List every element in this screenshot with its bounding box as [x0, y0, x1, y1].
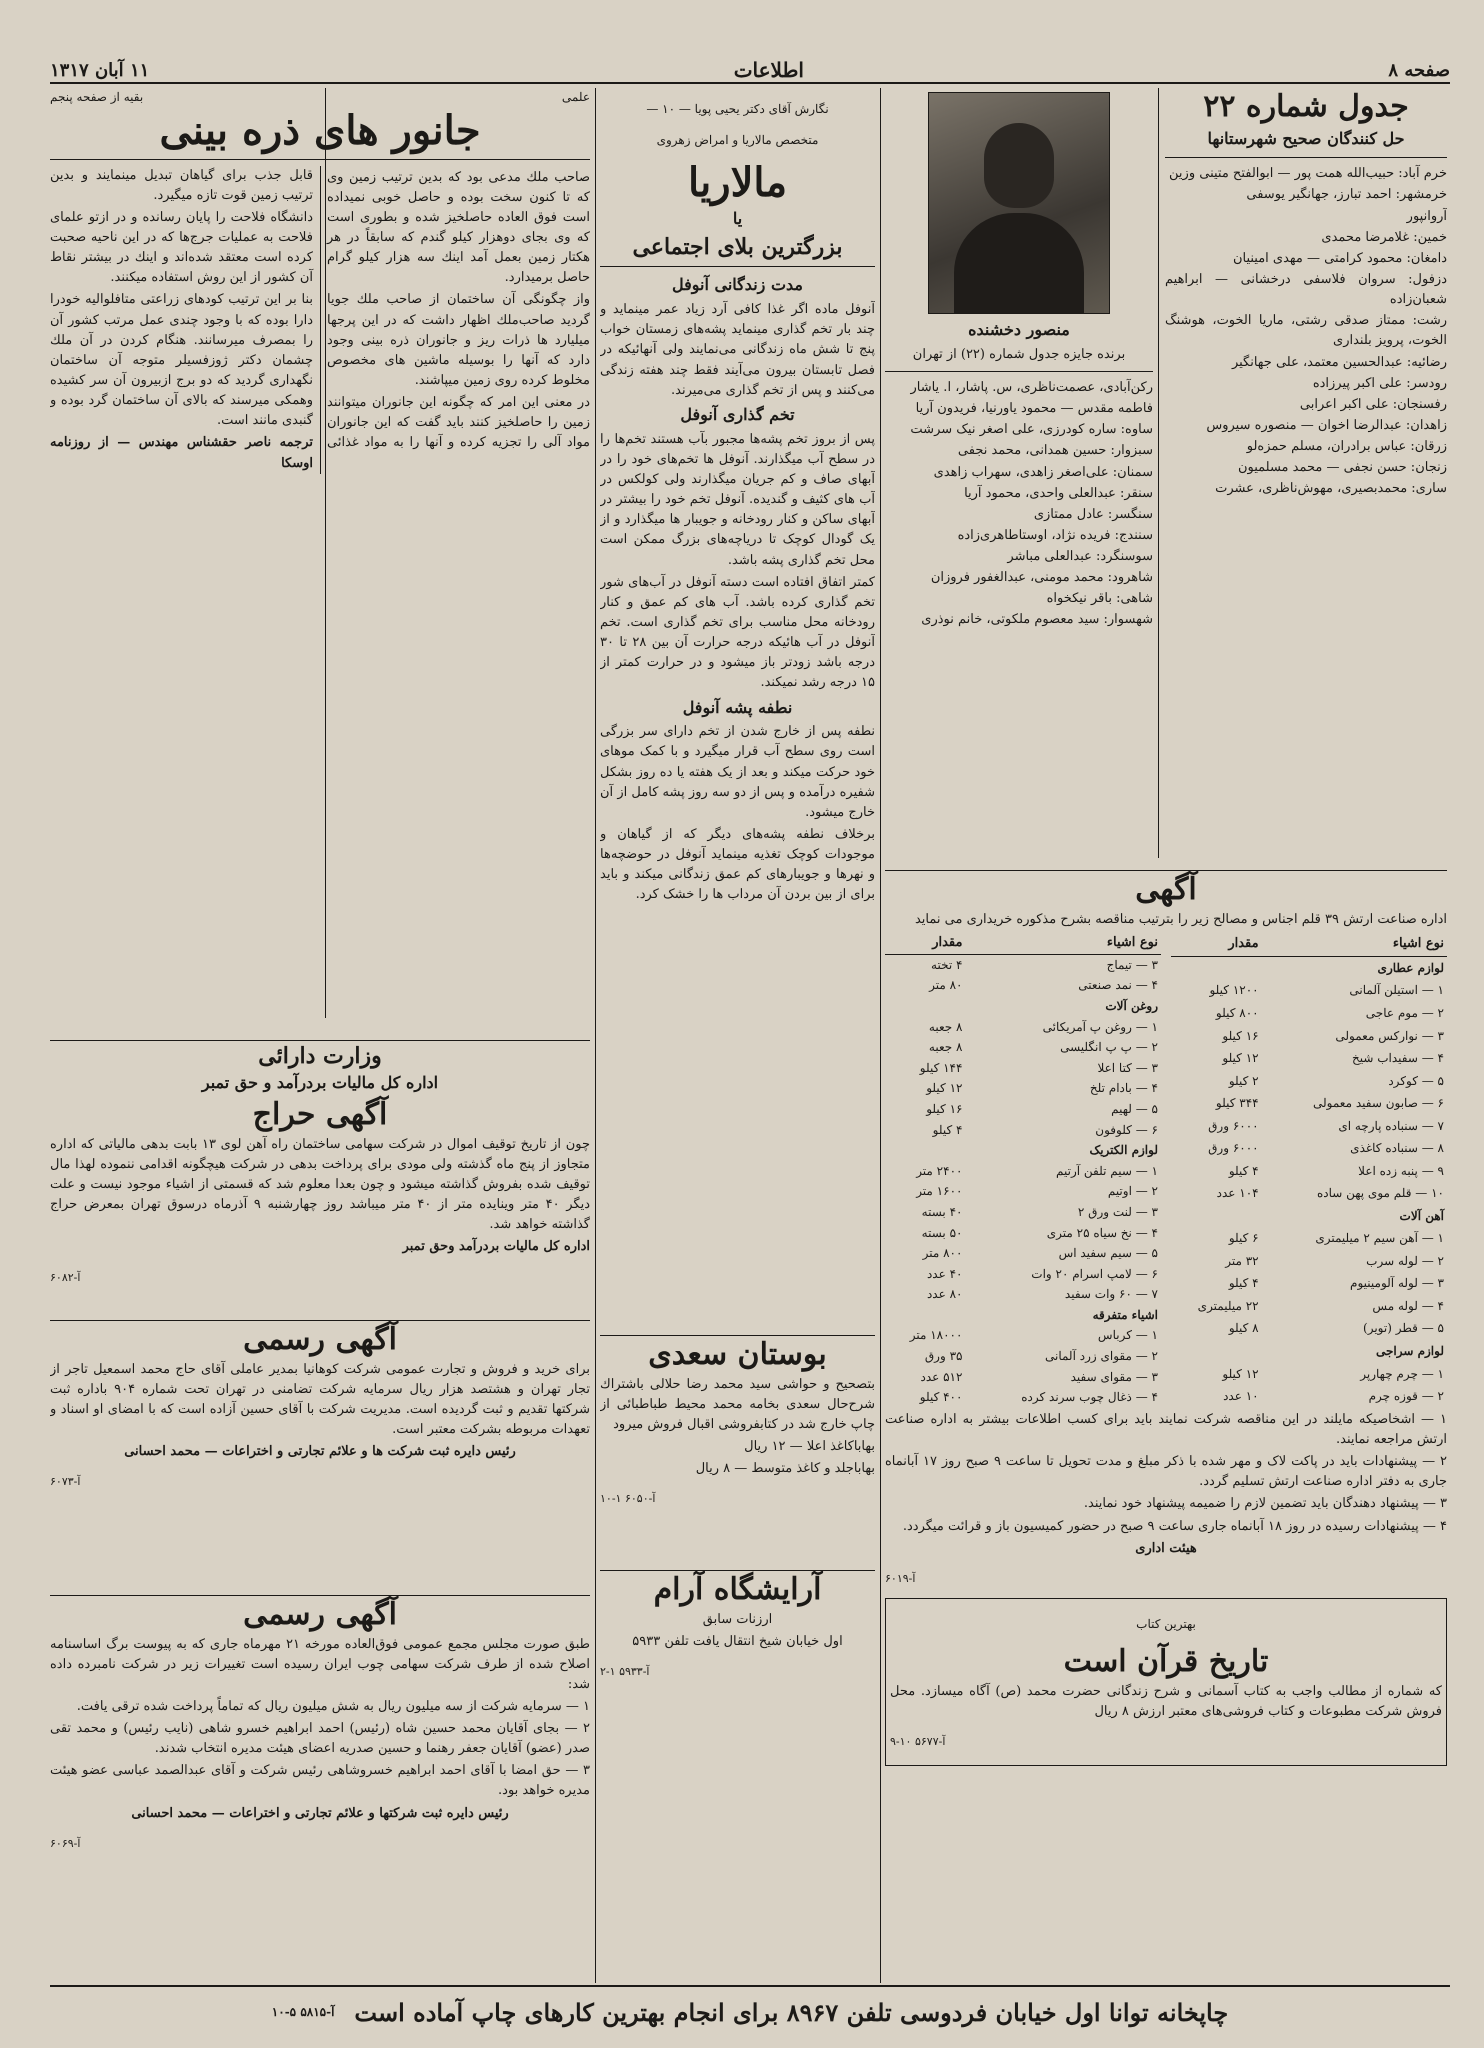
author-specialty: متخصص مالاریا و امراض زهروی [656, 132, 819, 147]
table-row: ۳ — تیماج ۴ تخته [931, 957, 1158, 972]
notice-item: ۳ — حق امضا با آقای احمد ابراهیم خسروشاهی رئیس شرکت و آقای عبدالصمد عباسی عضو هیئت مدیره خواهد بود. [50, 1763, 590, 1799]
advert-note: ۲ — پیشنهادات باید در پاکت لاک و مهر شده با ذکر مبلغ و مدت تحویل تا ساعت ۹ صبح روز ۱۷ آبانماه جاری به دفتر اداره صناعت ارتش تسلیم گردد. [885, 1454, 1447, 1490]
table-row: ۹ — پنبه زده اعلا ۴ کیلو [1228, 1163, 1444, 1178]
ministry-title: وزارت دارائی [258, 1043, 382, 1069]
footer-text: چاپخانه توانا اول خیابان فردوسی تلفن ۸۹۶۷ برای انجام بهترین کارهای چاپ آماده است [354, 1997, 1229, 2027]
column-divider [1158, 88, 1159, 858]
advert-table-right [1171, 932, 1447, 1408]
col-header: مقدار [885, 932, 965, 955]
paper-name: اطلاعات [733, 58, 804, 82]
list-item: ساری: محمدبصیری، مهوش‌ناظری، عشرت [1215, 481, 1447, 497]
salon-code: آ-۵۹۳۳ ۱-۲ [600, 1664, 650, 1678]
table-row: ۵ — قطر (تویر) ۸ کیلو [1228, 1321, 1444, 1336]
bustan-text: بتصحیح و حواشی سید محمد رضا حلالی باشتراك شرح‌حال سعدی بخامه محمد محیط طباطبائی از چاپ خارج شد در کتابفروشی اقبال فروش میرود [600, 1376, 875, 1432]
group-label: آهن آلات [1399, 1208, 1444, 1223]
advert-table-left [885, 932, 1161, 1408]
notice-code: آ-۶۰۷۳ [50, 1475, 81, 1489]
col-header: نوع اشیاء [1262, 932, 1447, 957]
advert-code: آ-۶۰۱۹ [885, 1571, 916, 1585]
article-subtitle: بزرگترین بلای اجتماعی [632, 233, 843, 260]
list-item: سبزوار: حسین همدانی، محمد نجفی [957, 443, 1153, 459]
book-title: تاریخ قرآن است [1063, 1644, 1269, 1680]
section-heading: نطفه پشه آنوفل [682, 697, 793, 717]
article-signature: ترجمه ناصر حقشناس مهندس — از روزنامه اوسکا [50, 435, 313, 471]
continued-note: بقیه از صفحه پنجم [50, 90, 144, 104]
crossword-title: جدول شماره ۲۲ [1203, 89, 1409, 124]
article-paragraph: آنوفل ماده اگر غذا کافی آرد زیاد عمر مینماید و چند بار تخم گذاری مینماید پشه‌های زمستان خواب پنج تا شش ماه زندگانی می‌نمایند ولی آنهائیکه در فصل تابستان بیرون می‌آیند فقط چند هفته زندگی می‌کنند و پس از تخم گذاری می‌میرند. [600, 302, 875, 398]
auction-signature: اداره کل مالیات بردرآمد وحق تمبر [402, 1239, 590, 1255]
notice-title: آگهی رسمی [243, 1597, 397, 1632]
official-notice-1 [50, 1320, 590, 1586]
list-item: آروانپور [1406, 208, 1447, 224]
article-paragraph: کمتر اتفاق افتاده است دسته آنوفل در آب‌های شور تخم گذاری کرده باشد. آب های کم عمق و کنار رودخانه محل مناسب برای تخم گذاری است. تخم آنوفل در آب هائیکه درجه حرارت آن بین ۲۸ تا ۳۰ درجه باشد زودتر باز میشود و در حرارت کمتر از ۱۵ درجه رشد نمیکند. [600, 574, 875, 691]
crossword-subtitle: حل کنندگان صحیح شهرستانها [1207, 128, 1405, 148]
col-header: نوع اشیاء [965, 932, 1161, 955]
article-body [50, 166, 590, 474]
price-line: بهاباجلد و کاغذ متوسط — ۸ ریال [695, 1461, 875, 1477]
list-item: رودسر: علی اکبر پیرزاده [1312, 375, 1447, 391]
table-row: ۶ — صابون سفید معمولی ۳۴۴ کیلو [1215, 1096, 1444, 1111]
list-item: رشت: ممتاز صدقی رشتی، ماریا الخوت، هوشنگ الخوت، پرویز بلنداری [1165, 313, 1447, 349]
advert-intro: اداره صناعت ارتش ۳۹ قلم اجناس و مصالح زیر را بترتیب مناقصه بشرح مذکوره خریداری می نماید [914, 911, 1447, 927]
table-row: ۷ — سنباده پارچه ای ۶۰۰۰ ورق [1208, 1118, 1444, 1133]
table-row: ۳ — لنت ورق ۲ ۴۰ بسته [921, 1204, 1158, 1219]
list-item: خرم آباد: حبیب‌الله همت پور — ابوالفتح متینی وزین [1169, 166, 1447, 182]
table-row: ۵ — کوکرد ۲ کیلو [1228, 1073, 1444, 1088]
price-line: بهاباکاغذ اعلا — ۱۲ ریال [744, 1438, 875, 1454]
table-row: ۵ — لهیم ۱۶ کیلو [926, 1101, 1158, 1116]
tender-advert [885, 870, 1447, 1971]
table-row: ۸ — سنباده کاغذی ۶۰۰۰ ورق [1208, 1141, 1444, 1156]
col-header: مقدار [1171, 932, 1262, 957]
article-meta [50, 88, 590, 107]
science-article [50, 88, 590, 1028]
advert-tables [885, 932, 1447, 1408]
table-row: ۴ — سفیداب شیخ ۱۲ کیلو [1222, 1051, 1444, 1066]
list-item: رکن‌آبادی، عصمت‌ناظری، س. پاشار، ا. یاشار [910, 379, 1153, 395]
auction-text: چون از تاریخ توقیف اموال در شرکت سهامی ساختمان راه آهن لوی ۱۳ بابت بدهی مالیاتی که اداره متجاوز از پنج ماه گذشته ولی مودی برای پرداخت بدهی در شرکت هیچگونه اقدامی ننموده لهذا مال توقیف شده بفروش گذاشته میشود و چون بعدا معلوم شد که قسمتی از اشیاء موجود نیست و علت دیگر ۴۰ متر وینایده متر از ۴۰ متر میباشد روز چهارشنبه ۹ آذرماه درسوق تهران بمعرض حراج گذاشته خواهد شد. [50, 1136, 590, 1233]
table-row: ۲ — اوتیم ۱۶۰۰ متر [916, 1184, 1158, 1199]
table-row: ۱۰ — قلم موی پهن ساده ۱۰۴ عدد [1216, 1186, 1444, 1201]
list-item: زنجان: حسن نجفی — محمد مسلمیون [1237, 460, 1447, 476]
auction-title: آگهی حراج [252, 1097, 388, 1133]
table-row: ۶ — لامپ اسرام ۲۰ وات ۴۰ عدد [926, 1266, 1158, 1281]
table-row: ۱ — چرم چهارپر ۱۲ کیلو [1222, 1366, 1444, 1381]
notice-title: آگهی رسمی [243, 1322, 397, 1357]
article-paragraph: بنا بر این ترتیب کودهای زراعتی متافلوالیه خودرا دارا بوده که با وجود چندی عمل مرتب کشور آن را بمصرف میرسانند. هنگام کردن در آن ملك چشمان دکتر ژوزفسیلر متوجه آن ساختمان نگهداری گردید که دو برج ازبیرون آن سر کشیده وهمکی میرسند که بالای آن ساختمان گرد بوده و گنبدی مانند است. [50, 292, 313, 429]
list-item: دزفول: سروان فلاسفی درخشانی — ابراهیم شعبان‌زاده [1165, 272, 1447, 308]
article-paragraph: پس از بروز تخم پشه‌ها مجبور بآب هستند تخم‌ها را در سطح آب میگذارند. آنوفل ها تخم‌های خود را در آبهای صاف و کم جریان میگذارند ولی کولکس در آب های کثیف و گندیده. آنوفل تخم خود را بیشتر در آبهای ساکن و کنار رودخانه و جویبار ها میگذارد و از یک گودال کوچک تا دریاچه‌های بزرگ ممکن است محل تخم گذاری پشه باشد. [600, 431, 875, 568]
article-paragraph: در معنی این امر که چگونه این جانوران میتوانند زمین را حاصلخیز کنند باید گفت که این جانوران مواد آلی را تجزیه کرده و آنها را به مواد غذائی قابل جذب برای گیاهان تبدیل مینمایند و بدین ترتیب زمین قوت تازه میگیرد. [50, 167, 590, 451]
notice-item: ۱ — سرمایه شرکت از سه میلیون ریال به شش میلیون ریال که تماماً پرداخت شده ترقی یافت. [76, 1698, 590, 1714]
advert-title: آگهی [1135, 872, 1197, 907]
table-row: ۵ — سیم سفید اس ۸۰۰ متر [922, 1246, 1158, 1261]
notice-item: ۲ — بجای آقایان محمد حسین شاه (رئیس) احمد ابراهیم خسرو شاهی (نایب رئیس) و محمد تقی صدر (عضو) آقایان جعفر رهنما و حسین صدریه اعضای هیئت مدیره انتخاب شدند. [50, 1721, 590, 1757]
bustan-title: بوستان سعدی [648, 1337, 827, 1372]
table-row: ۱ — کرباس ۱۸۰۰۰ متر [909, 1328, 1158, 1343]
footer-code: آ-۵۸۱۵ ۵-۱۰ [271, 2005, 335, 2019]
article-paragraph: نطفه پس از خارج شدن از تخم دارای سر بزرگی است روی سطح آب قرار میگیرد و با کمک موهای خود حرکت میکند و بعد از یک هفته یا ده روز بشکل شفیره درآمده و پس از دو سه روز پشه کامل از آن خارج میشود. [600, 724, 875, 820]
list-item: سنگسر: عادل ممتازی [1033, 506, 1153, 522]
list-item: خمین: غلامرضا محمدی [1321, 229, 1447, 245]
winner-photo [928, 92, 1110, 314]
list-item: ساوه: ساره کودرزی، علی اصغر نیک سرشت [910, 422, 1153, 438]
page-number: صفحه ۸ [1388, 59, 1450, 81]
notice-text: طبق صورت مجلس مجمع عمومی فوق‌العاده مورخه ۲۱ مهرماه جاری که به پیوست برگ اساسنامه اصلاح شده از طرف شرکت سهامی چوب ایران رسیده است تغییرات زیر در شرکت نامبرده داده شد: [50, 1636, 590, 1692]
bustan-advert [600, 1335, 875, 1561]
article-paragraph: صاحب ملك مدعی بود که بدین ترتیب زمین وی که تا کنون سخت بوده و حاصل خوبی نمیداده است فوق العاده حاصلخیز شده و بطوری است که وی بجای دوهزار کیلو گندم که سابقاً در هر هکتار زمین بعمل آمد اینك سه هزار کیلو گرام حاصل برمیدارد. [327, 169, 590, 286]
salon-subtitle: ارزنات سابق [702, 1611, 773, 1627]
list-item: سنقر: عبدالعلی واحدی، محمود آریا [964, 485, 1153, 501]
article-paragraph: برخلاف نطفه پشه‌های دیگر که از گیاهان و موجودات کوچک تغذیه مینماید آنوفل در حوضچه‌ها و نهرها و جویبارهای کم عمق زندگانی میکند و باید برای از بین بردن آن مرداب ها را خشک کرد. [600, 827, 875, 903]
book-code: آ-۵۶۷۷ ۱۰-۹ [890, 1735, 946, 1749]
auction-code: آ-۶۰۸۲ [50, 1270, 81, 1284]
book-kicker: بهترین کتاب [1136, 1616, 1196, 1631]
list-item: سنندج: فریده نژاد، اوستاطاهری‌زاده [957, 527, 1153, 543]
advert-note: ۴ — پیشنهادات رسیده در روز ۱۸ آبانماه جاری ساعت ۹ صبح در حضور کمیسیون باز و قرائت میگردد. [902, 1518, 1447, 1534]
table-row: ۱ — استیلن آلمانی ۱۲۰۰ کیلو [1209, 983, 1444, 998]
winner-more-list [885, 378, 1153, 631]
group-label: لوازم عطاری [1377, 960, 1444, 975]
group-label: اشیاء متفرقه [1092, 1307, 1158, 1322]
table-row: ۳ — کتا اعلا ۱۴۴ کیلو [919, 1060, 1158, 1075]
table-row: ۳ — لوله آلومینیوم ۴ کیلو [1228, 1276, 1444, 1291]
article-paragraph: دانشگاه فلاحت را پایان رسانده و در ازتو علمای فلاحت به عملیات جرج‌ها که در این ناحیه صحبت کرده است معتقد شده‌اند و اینك در بیشتر نقاط آن کشور از این روش استفاده میکنند. [50, 209, 313, 286]
book-advert [885, 1598, 1447, 1766]
table-row: ۲ — موم عاجی ۸۰۰ کیلو [1215, 1006, 1444, 1020]
table-row: ۴ — بادام تلخ ۱۲ کیلو [926, 1081, 1158, 1096]
article-title: مالاریا [687, 159, 788, 207]
list-item: دامغان: محمود کرامتی — مهدی امینیان [1232, 250, 1447, 266]
list-item: فاطمه مقدس — محمود یاورنیا، فریدون آریا [915, 401, 1153, 417]
table-row: ۱ — روغن پ آمریکائی ۸ جعبه [928, 1019, 1158, 1034]
table-row: ۳ — مقوای سفید ۵۱۲ عدد [920, 1369, 1158, 1384]
winner-name: منصور دخشنده [968, 320, 1070, 339]
group-label: روغن آلات [1105, 998, 1158, 1013]
solver-list [1165, 164, 1447, 499]
finance-auction-advert [50, 1040, 590, 1311]
notice-signature: رئیس دایره ثبت شرکت ها و علائم تجارتی و اختراعات — محمد احسانی [124, 1444, 516, 1460]
article-paragraph: واز چگونگی آن ساختمان از صاحب ملك جویا گردید صاحب‌ملك اظهار داشت که در این پرجها میلیارد ها ذرات ریز و جانوران ذره بینی وجود دارد که آنها را بوسیله ماشین های مخصوص مخلوط کرده روی زمین میپاشند. [327, 292, 590, 388]
list-item: شاهی: باقر نیکخواه [1046, 591, 1153, 607]
table-row: ۴ — نخ سیاه ۲۵ متری ۵۰ بسته [921, 1225, 1158, 1240]
winner-column [885, 88, 1153, 858]
article-title: جانور های ذره بینی [159, 106, 481, 154]
list-item: سمنان: علی‌اصغر زاهدی، سهراب زاهدی [933, 464, 1153, 480]
section-heading: تخم گذاری آنوفل [680, 404, 795, 424]
issue-date: ۱۱ آبان ۱۳۱۷ [50, 59, 150, 81]
notice-code: آ-۶۰۶۹ [50, 1836, 81, 1850]
table-row: ۳ — نوارکس معمولی ۱۶ کیلو [1222, 1028, 1444, 1043]
crossword-column [1165, 88, 1447, 858]
article-byline: نگارش آقای دکتر یحیی پویا — ۱۰ — [646, 102, 829, 116]
salon-address: اول خیابان شیخ انتقال یافت تلفن ۵۹۳۳ [632, 1633, 843, 1649]
list-item: سوسنگرد: عبدالعلی مباشر [1007, 549, 1153, 565]
table-row: ۴ — ذغال چوب سرند کرده ۴۰۰ کیلو [919, 1390, 1158, 1405]
notice-text: برای خرید و فروش و تجارت عمومی شرکت کوهانیا بمدیر عاملی آقای حاج محمد اسمعیل تاجر از تجار تهران و هشتصد هزار ریال سرمایه شرکت تضامنی در تهران تحت شماره ۹۰۴ باداره ثبت شرکتها تقدیم و ثبت گردیده است. مدیریت شرکت با آقای حسین آزاده است که با امضای او اسناد و تعهدات مربوطه بشرکت معتبر است. [50, 1361, 590, 1437]
group-label: لوازم سراجی [1375, 1343, 1444, 1358]
table-row: ۱ — آهن سیم ۲ میلیمتری ۶ کیلو [1228, 1231, 1444, 1246]
list-item: شاهرود: محمد مومنی، عبدالغفور فروزان [930, 570, 1153, 586]
advert-note: ۳ — پیشنهاد دهندگان باید تضمین لازم را ضمیمه پیشنهاد خود نمایند. [1083, 1496, 1447, 1512]
list-item: زاهدان: عبدالرضا اخوان — منصوره سیروس [1206, 417, 1447, 433]
column-divider [595, 88, 596, 1983]
section-label: علمی [561, 90, 590, 104]
table-row: ۲ — پ پ انگلیسی ۸ جعبه [928, 1040, 1158, 1055]
table-row: ۶ — کلوفون ۴ کیلو [932, 1122, 1158, 1137]
list-item: خرمشهر: احمد تبارز، جهانگیر یوسفی [1246, 187, 1447, 203]
table-row: ۴ — نمد صنعتی ۸۰ متر [929, 978, 1158, 993]
table-row: ۷ — ۶۰ وات سفید ۸۰ عدد [926, 1287, 1158, 1302]
masthead [50, 58, 1450, 84]
list-item: زرقان: عباس برادران، مسلم حمزه‌لو [1246, 439, 1447, 455]
section-heading: مدت زندگانی آنوفل [672, 275, 803, 295]
book-text: که شماره از مطالب واجب به کتاب آسمانی و شرح زندگانی حضرت محمد (ص) آگاه میسازد. محل فروش شرکت مطبوعات و کتاب فروشی‌های معتبر ارزش ۸ ریال [890, 1683, 1442, 1720]
bustan-code: آ-۶۰۵۰ ۱-۱۰ [600, 1492, 656, 1506]
table-row: ۲ — لوله سرب ۳۲ متر [1225, 1253, 1444, 1268]
printing-house-banner [50, 1985, 1450, 2037]
notice-signature: رئیس دایره ثبت شرکتها و علائم تجارتی و اختراعات — محمد احسانی [131, 1805, 509, 1821]
table-row: ۲ — مقوای زرد آلمانی ۳۵ ورق [924, 1349, 1158, 1364]
article-ya: یا [732, 209, 743, 229]
table-row: ۱ — سیم تلفن آرتیم ۲۴۰۰ متر [916, 1163, 1158, 1178]
winner-caption: برنده جایزه جدول شماره (۲۲) از تهران [912, 346, 1126, 362]
department-title: اداره کل مالیات بردرآمد و حق تمبر [201, 1073, 439, 1093]
malaria-article [600, 88, 875, 1328]
column-divider [880, 88, 881, 1983]
salon-advert [600, 1570, 875, 1721]
list-item: شهسوار: سید معصوم ملکوتی، خانم نوذری [921, 612, 1153, 628]
list-item: رفسنجان: علی اکبر اعرابی [1299, 396, 1447, 412]
official-notice-2 [50, 1595, 590, 1976]
salon-title: آرایشگاه آرام [653, 1572, 822, 1607]
list-item: رضائیه: عبدالحسین معتمد، علی جهانگیر [1231, 354, 1447, 370]
table-row: ۴ — لوله مس ۲۲ میلیمتری [1197, 1298, 1444, 1313]
advert-signature: هیئت اداری [1135, 1540, 1197, 1556]
table-row: ۲ — قوزه چرم ۱۰ عدد [1223, 1389, 1444, 1404]
advert-note: ۱ — اشخاصیکه مایلند در این مناقصه شرکت نمایند باید برای کسب اطلاعات بیشتر به اداره صناعت ارتش مراجعه نمایند. [885, 1411, 1447, 1447]
group-label: لوازم الکتریک [1089, 1143, 1158, 1158]
